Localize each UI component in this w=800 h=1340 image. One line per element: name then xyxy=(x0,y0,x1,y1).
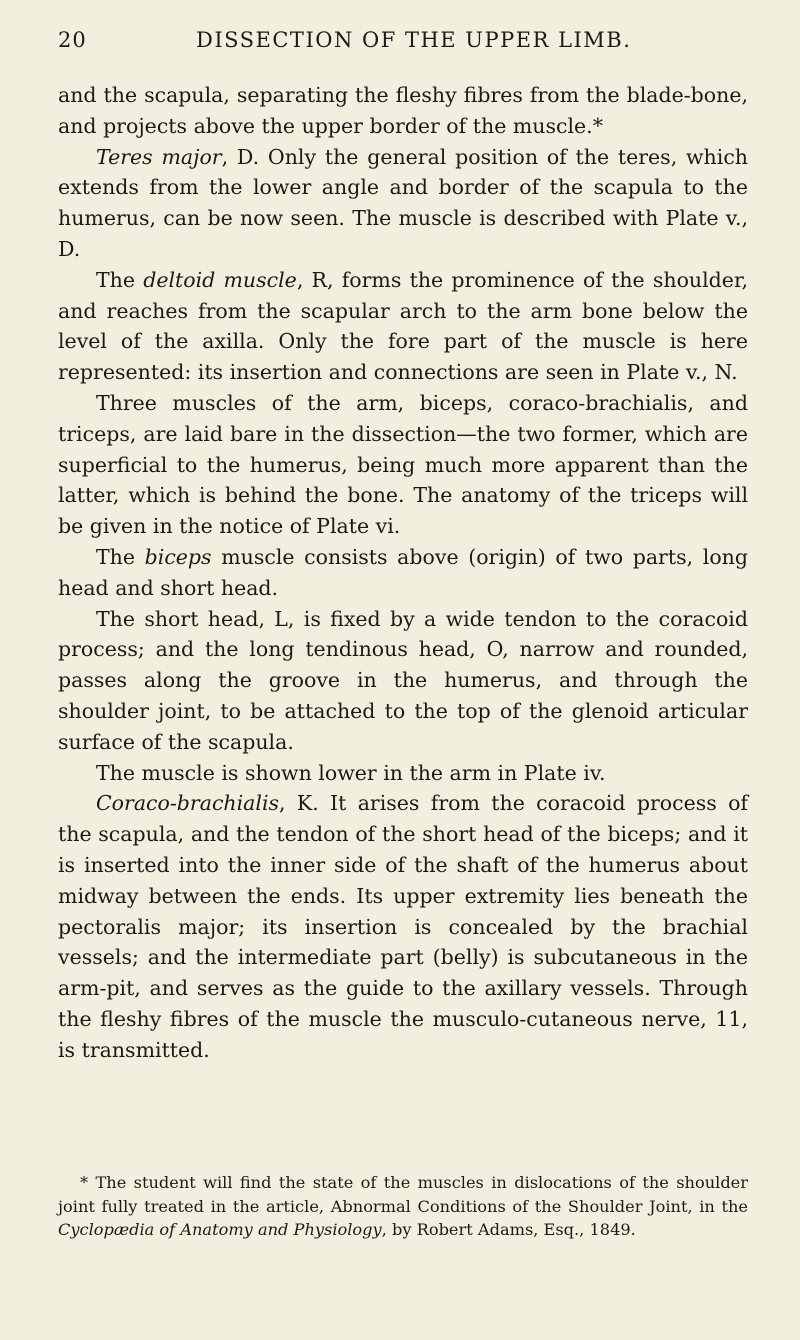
term-cyclopaedia-title: Cyclopædia of Anatomy and Physiology xyxy=(58,1220,382,1239)
term-coraco-brachialis: Coraco-brachialis xyxy=(96,791,280,816)
paragraph-coraco-brachialis: Coraco-brachialis, K. It arises from the coracoid process of the scapula, and the tendon of the short head of the biceps; and it is inserted into the inner side of the shaft of the humerus about midway between the ends. Its upper extremity lies beneath the pectoralis major; its insertion is concealed by the brachial vessels; and the intermediate part (belly) is subcutaneous in the arm-pit, and serves as the guide to the axillary vessels. Through the fleshy fibres of the muscle the musculo-cutaneous nerve, 11, is transmitted. xyxy=(58,791,748,1062)
term-teres-major: Teres major xyxy=(96,144,222,169)
paragraph-plate-iv: The muscle is shown lower in the arm in Plate iv. xyxy=(96,760,606,785)
term-biceps: biceps xyxy=(144,544,212,569)
body-text xyxy=(58,80,748,1066)
paragraph-scapula-continuation: and the scapula, separating the fleshy fibres from the blade-bone, and projects above the upper border of the muscle.* xyxy=(58,83,748,138)
paragraph-short-head: The short head, L, is fixed by a wide tendon to the coracoid process; and the long tendinous head, O, narrow and rounded, passes along the groove in the humerus, and through the shoulder joint, to be attached to the top of the glenoid articular surface of the scapula. xyxy=(58,606,748,754)
footnote: * The student will find the state of the muscles in dislocations of the shoulder joint fully treated in the article, Abnormal Conditions of the Shoulder Joint, in the Cyclopædia of Anatomy and Physiology, by Robert Adams, Esq., 1849. xyxy=(58,1173,748,1239)
paragraph-three-muscles: Three muscles of the arm, biceps, coraco-brachialis, and triceps, are laid bare in the dissection—the two former, which are superficial to the humerus, being much more apparent than the latter, which is behind the bone. The anatomy of the triceps will be given in the notice of Plate vi. xyxy=(58,390,748,539)
paragraph-biceps: The biceps muscle consists above (origin) of two parts, long head and short head. xyxy=(58,544,748,600)
page-number: 20 xyxy=(58,28,87,52)
page-header xyxy=(58,28,758,64)
term-deltoid-muscle: deltoid muscle xyxy=(143,267,297,292)
paragraph-teres-major: Teres major, D. Only the general position of the teres, which extends from the lower angle and border of the scapula to the humerus, can be now seen. The muscle is described with Plate v., D. xyxy=(58,144,748,261)
paragraph-deltoid: The deltoid muscle, R, forms the prominence of the shoulder, and reaches from the scapular arch to the arm bone below the level of the axilla. Only the fore part of the muscle is here represented: its insertion and connections are seen in Plate v., N. xyxy=(58,267,749,385)
running-head: DISSECTION OF THE UPPER LIMB. xyxy=(196,28,632,52)
